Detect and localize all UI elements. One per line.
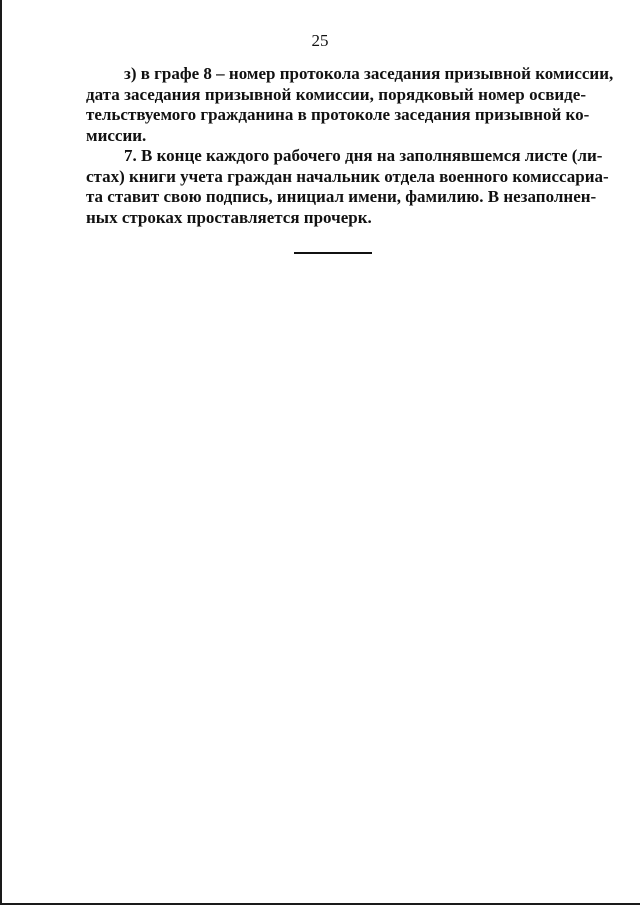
document-body — [86, 64, 614, 228]
text-line: 7. В конце каждого рабочего дня на заполнявшемся листе (ли- — [124, 146, 603, 165]
text-line: дата заседания призывной комиссии, порядковый номер освиде- — [86, 84, 586, 104]
text-line: та ставит свою подпись, инициал имени, фамилию. В незаполнен- — [86, 187, 597, 206]
paragraph-item-3 — [86, 64, 614, 146]
text-line: миссии. — [86, 125, 147, 145]
paragraph-point-7 — [86, 146, 609, 228]
section-end-rule — [294, 252, 372, 254]
text-line: стах) книги учета граждан начальник отдела военного комиссариа- — [86, 166, 609, 186]
page-number: 25 — [311, 31, 329, 50]
text-line: тельствуемого гражданина в протоколе заседания призывной ко- — [86, 105, 590, 124]
text-line: з) в графе 8 – номер протокола заседания призывной комиссии, — [124, 64, 614, 83]
text-line: ных строках проставляется прочерк. — [86, 207, 372, 227]
scan-left-border — [0, 0, 2, 905]
